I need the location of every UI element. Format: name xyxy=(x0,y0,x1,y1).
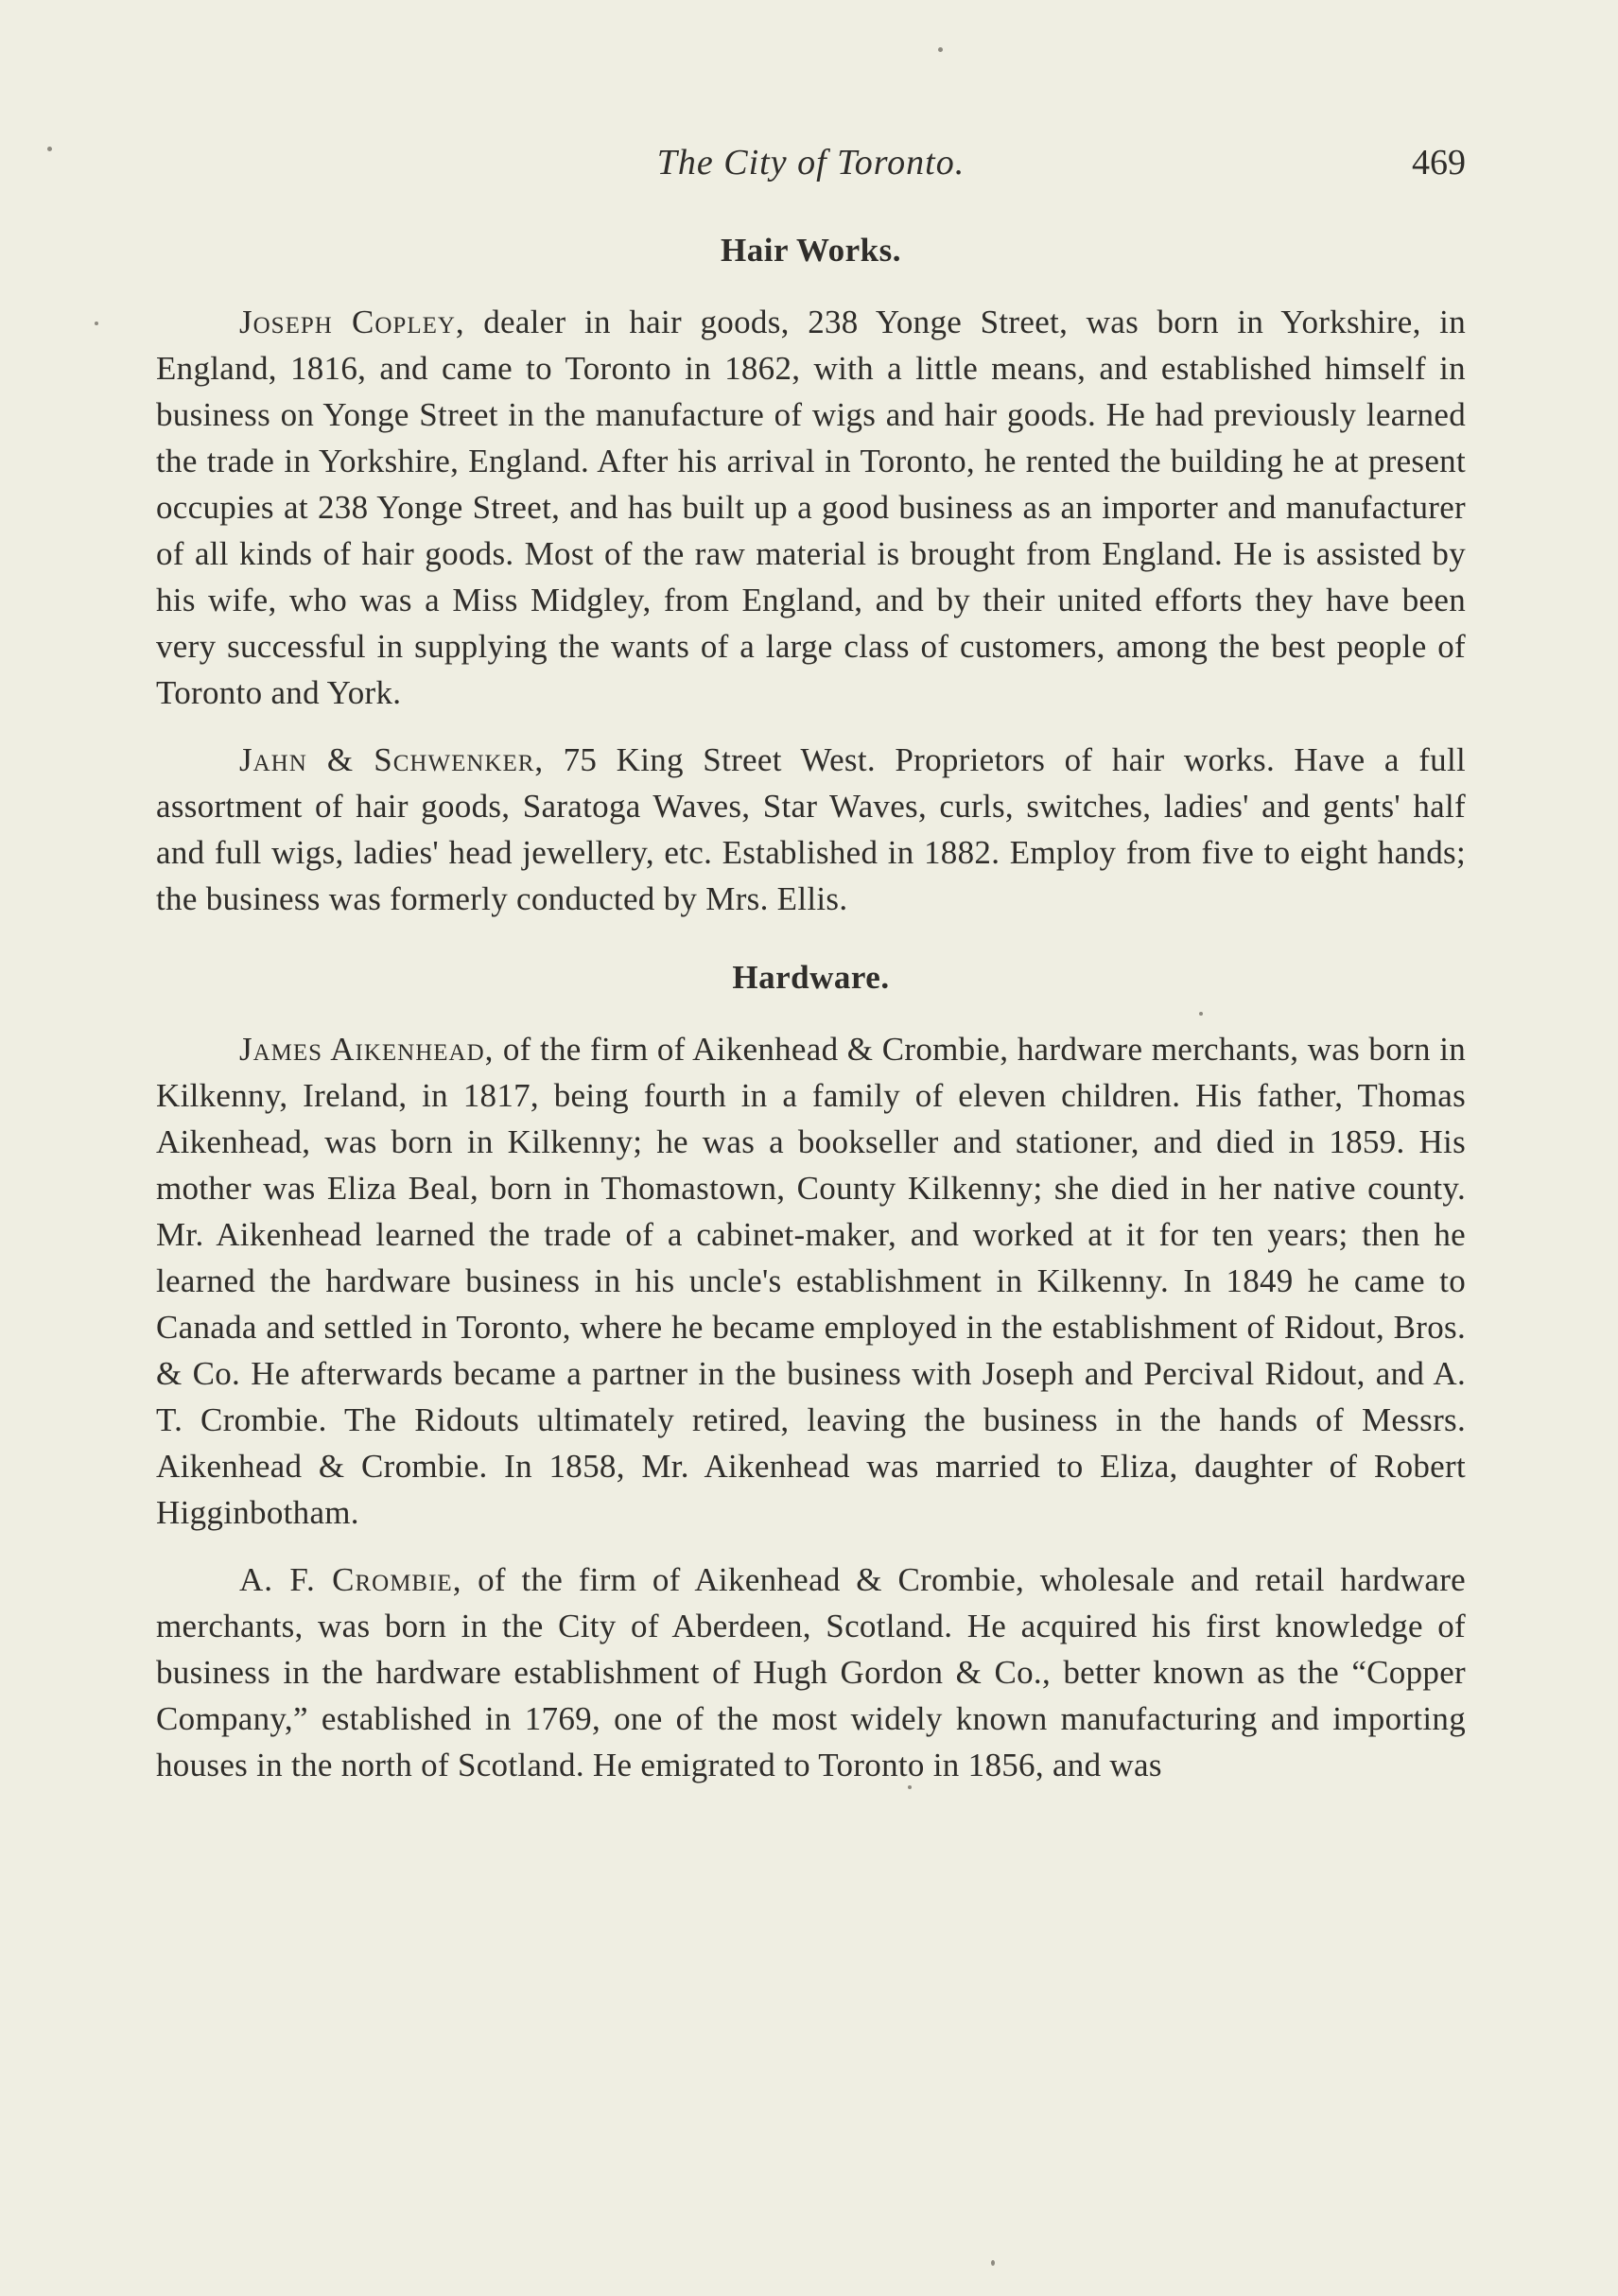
section-heading-hair-works: Hair Works. xyxy=(721,232,901,269)
entry-text: of the firm of Aikenhead & Crombie, hardware merchants, was born in Kilkenny, Ireland, in 1817, being fourth in a family of eleven children. His father, Thomas Aikenhead, was born in Kilkenny; he was a bookseller and stationer, and died in 1859. His mother was Eliza Beal, born in Thomastown, County Kilkenny; she died in her native county. Mr. Aikenhead learned the trade of a cabinet-maker, and worked at it for ten years; then he learned the hardware business in his uncle's establishment in Kilkenny. In 1849 he came to Canada and settled in Toronto, where he became employed in the establishment of Ridout, Bros. & Co. He afterwards became a partner in the business with Joseph and Percival Ridout, and A. T. Crombie. The Ridouts ultimately retired, leaving the business in the hands of Messrs. Aikenhead & Crombie. In 1858, Mr. Aikenhead was married to Eliza, daughter of Robert Higginbotham. xyxy=(156,1031,1467,1531)
paper-speck xyxy=(1199,1012,1203,1016)
entry-paragraph xyxy=(156,737,1466,922)
entry-name: Jahn & Schwenker, xyxy=(239,741,545,778)
running-title: The City of Toronto. xyxy=(656,143,966,183)
page-body xyxy=(156,227,1466,1809)
running-head xyxy=(156,142,1466,199)
page-number: 469 xyxy=(1412,143,1466,183)
paper-speck xyxy=(938,47,943,52)
paper-speck xyxy=(47,147,52,151)
section-heading-hardware: Hardware. xyxy=(732,959,890,996)
paper-speck xyxy=(908,1785,912,1789)
entry-text: 75 King Street West. Proprietors of hair works. Have a full assortment of hair goods, Saratoga Waves, Star Waves, curls, switches, ladies' and gents' half and full wigs, ladies' head jewellery, etc. Established in 1882. Employ from five to eight hands; the business was formerly conducted by Mrs. Ellis. xyxy=(156,741,1467,917)
paper-speck xyxy=(991,2260,995,2266)
entry-paragraph xyxy=(156,299,1466,716)
entry-name: James Aikenhead, xyxy=(239,1031,495,1068)
entry-text: of the firm of Aikenhead & Crombie, wholesale and retail hardware merchants, was born in the City of Aberdeen, Scotland. He acquired his first knowledge of business in the hardware establishment of Hugh Gordon & Co., better known as the “Copper Company,” established in 1769, one of the most widely known manufacturing and importing houses in the north of Scotland. He emigrated to Toronto in 1856, and was xyxy=(156,1561,1467,1783)
paper-speck xyxy=(95,322,98,325)
entry-name: A. F. Crombie, xyxy=(239,1561,462,1598)
entry-paragraph xyxy=(156,1557,1466,1788)
entry-text: dealer in hair goods, 238 Yonge Street, was born in Yorkshire, in England, 1816, and came to Toronto in 1862, with a little means, and established himself in business on Yonge Street in the manufacture of wigs and hair goods. He had previously learned the trade in Yorkshire, England. After his arrival in Toronto, he rented the building he at present occupies at 238 Yonge Street, and has built up a good business as an importer and manufacturer of all kinds of hair goods. Most of the raw material is brought from England. He is assisted by his wife, who was a Miss Midgley, from England, and by their united efforts they have been very successful in supplying the wants of a large class of customers, among the best people of Toronto and York. xyxy=(156,304,1466,711)
entry-name: Joseph Copley, xyxy=(239,304,465,340)
entry-paragraph xyxy=(156,1026,1466,1536)
